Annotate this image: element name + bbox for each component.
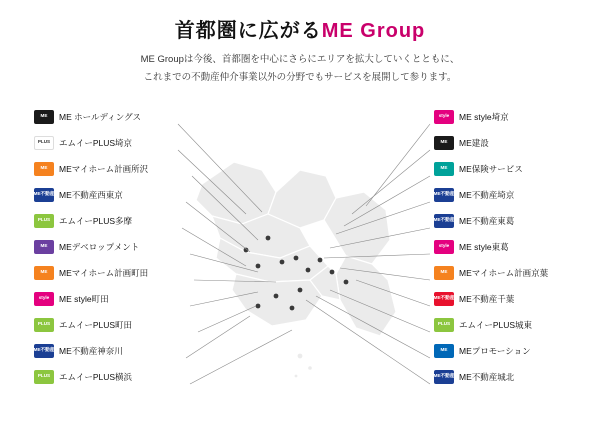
- kanto-map: [150, 140, 450, 390]
- company-item-me-plus-yokohama[interactable]: [34, 368, 132, 385]
- page-title: [0, 14, 600, 43]
- company-name: MEプロモーション: [459, 345, 531, 356]
- company-logo-chip: ME不動産: [34, 344, 54, 358]
- kanto-map-svg: [150, 140, 450, 390]
- company-item-me-promotion[interactable]: [434, 342, 531, 359]
- company-item-me-hoken-service[interactable]: [434, 160, 523, 177]
- company-item-me-plus-machida[interactable]: [34, 316, 132, 333]
- company-name: エムイーPLUS埼京: [59, 137, 133, 148]
- company-name: ME不動産城北: [459, 371, 515, 382]
- company-item-me-holdings[interactable]: [34, 108, 141, 125]
- company-item-fudosan-chiba[interactable]: [434, 290, 514, 307]
- company-logo-chip: PLUS: [34, 318, 54, 332]
- company-item-fudosan-nishitokyo[interactable]: [34, 186, 123, 203]
- company-item-fudosan-kanagawa[interactable]: [34, 342, 123, 359]
- company-logo-chip: PLUS: [34, 214, 54, 228]
- company-item-myhome-tokorozawa[interactable]: [34, 160, 148, 177]
- company-name: ME style東葛: [459, 241, 509, 252]
- company-item-fudosan-saikyo[interactable]: [434, 186, 514, 203]
- company-name: MEデベロップメント: [59, 241, 140, 252]
- company-logo-chip: style: [434, 240, 454, 254]
- company-name: MEマイホーム計画町田: [59, 267, 149, 278]
- company-logo-chip: ME不動産: [434, 188, 454, 202]
- company-logo-chip: ME: [34, 162, 54, 176]
- company-name: ME style町田: [59, 293, 109, 304]
- company-item-myhome-machida[interactable]: [34, 264, 148, 281]
- company-name: ME不動産埼京: [459, 189, 515, 200]
- company-logo-chip: ME: [34, 110, 54, 124]
- subtitle-line-1: ME Groupは今後、首都圏を中心にさらにエリアを拡大していくとともに、: [140, 54, 460, 65]
- company-logo-chip: ME: [434, 266, 454, 280]
- company-logo-chip: ME: [34, 240, 54, 254]
- company-logo-chip: PLUS: [34, 370, 54, 384]
- company-logo-chip: ME: [34, 266, 54, 280]
- subtitle-line-2: これまでの不動産仲介事業以外の分野でもサービスを展開して参ります。: [143, 72, 457, 83]
- company-logo-chip: style: [34, 292, 54, 306]
- company-name: エムイーPLUS町田: [59, 319, 133, 330]
- company-name: ME不動産千葉: [459, 293, 515, 304]
- company-logo-chip: ME不動産: [434, 370, 454, 384]
- company-logo-chip: ME: [434, 162, 454, 176]
- company-name: エムイーPLUS多摩: [59, 215, 133, 226]
- company-name: ME保険サービス: [459, 163, 523, 174]
- company-item-fudosan-johoku[interactable]: [434, 368, 514, 385]
- company-logo-chip: ME不動産: [434, 292, 454, 306]
- company-item-me-plus-saikyo[interactable]: [34, 134, 132, 151]
- company-name: ME不動産神奈川: [59, 345, 123, 356]
- company-logo-chip: PLUS: [434, 318, 454, 332]
- company-item-me-plus-tama[interactable]: [34, 212, 132, 229]
- company-name: MEマイホーム計画京葉: [459, 267, 549, 278]
- company-logo-chip: ME不動産: [34, 188, 54, 202]
- company-item-me-kensetsu[interactable]: [434, 134, 489, 151]
- company-item-me-style-saikyo[interactable]: [434, 108, 509, 125]
- company-logo-chip: ME: [434, 136, 454, 150]
- company-logo-chip: PLUS: [34, 136, 54, 150]
- company-name: エムイーPLUS城東: [459, 319, 533, 330]
- page-title-accent: ME Group: [321, 20, 426, 42]
- company-logo-chip: ME: [434, 344, 454, 358]
- company-item-myhome-keiyo[interactable]: [434, 264, 548, 281]
- company-name: ME ホールディングス: [59, 111, 142, 122]
- company-name: ME style埼京: [459, 111, 509, 122]
- company-name: ME建設: [459, 137, 489, 148]
- company-item-me-plus-joto[interactable]: [434, 316, 532, 333]
- page-title-pre: 首都圏に広がる: [174, 20, 322, 42]
- company-item-me-style-machida[interactable]: [34, 290, 109, 307]
- company-logo-chip: ME不動産: [434, 214, 454, 228]
- company-item-fudosan-tokatsu[interactable]: [434, 212, 514, 229]
- company-item-me-style-tokatsu[interactable]: [434, 238, 509, 255]
- company-name: エムイーPLUS横浜: [59, 371, 133, 382]
- company-logo-chip: style: [434, 110, 454, 124]
- company-name: MEマイホーム計画所沢: [59, 163, 149, 174]
- company-name: ME不動産東葛: [459, 215, 515, 226]
- company-name: ME不動産西東京: [59, 189, 123, 200]
- company-item-me-development[interactable]: [34, 238, 139, 255]
